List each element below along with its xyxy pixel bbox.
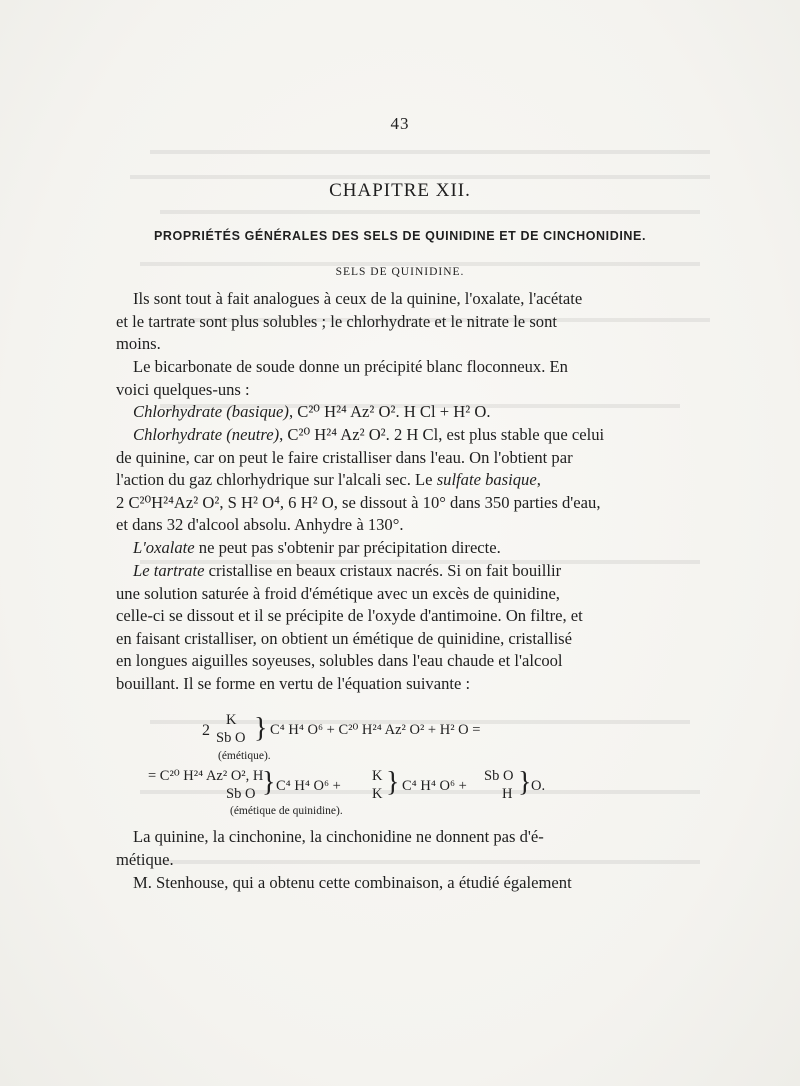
text-line: et le tartrate sont plus solubles ; le chlorhydrate et le nitrate le sont xyxy=(116,311,557,331)
text-line: La quinine, la cinchonine, la cinchonidine ne donnent pas d'é- xyxy=(133,827,544,846)
equation-sbo: Sb O xyxy=(226,786,256,802)
emetique-quinidine-note: (émétique de quinidine). xyxy=(230,805,343,817)
text-line: Ils sont tout à fait analogues à ceux de la quinine, l'oxalate, l'acétate xyxy=(133,289,583,308)
oxalate-line xyxy=(116,537,684,560)
paragraph-8 xyxy=(116,872,684,895)
text-line: , xyxy=(536,470,541,489)
text-line: ne peut pas s'obtenir par précipitation directe. xyxy=(194,538,501,557)
text-line: Le bicarbonate de soude donne un précipité blanc floconneux. En xyxy=(133,357,568,376)
equation-k-top: K xyxy=(372,768,383,784)
text-line: de quinine, car on peut le faire cristalliser dans l'eau. On l'obtient par xyxy=(116,447,573,467)
equation-rest: C⁴ H⁴ O⁶ + C²⁰ H²⁴ Az² O² + H² O = xyxy=(270,722,481,738)
section-heading: PROPRIÉTÉS GÉNÉRALES DES SELS DE QUINIDINE ET DE CINCHONIDINE. xyxy=(153,229,647,243)
equation-end: O. xyxy=(531,778,546,794)
tartrate-label: Le tartrate xyxy=(133,561,205,580)
text-line: et dans 32 d'alcool absolu. Anhydre à 130°. xyxy=(116,515,404,534)
text-line: bouillant. Il se forme en vertu de l'équation suivante : xyxy=(116,673,471,693)
equation-k-bottom: K xyxy=(372,786,383,802)
equation-mid-2: C⁴ H⁴ O⁶ + xyxy=(402,778,467,794)
brace-icon: } xyxy=(254,713,268,744)
text-line: métique. xyxy=(116,849,174,869)
chlorhydrate-basique-line xyxy=(116,401,684,424)
oxalate-label: L'oxalate xyxy=(133,538,195,557)
equation-start: = C²⁰ H²⁴ Az² O², H xyxy=(148,768,264,784)
paragraph-2 xyxy=(116,356,684,401)
chlorhydrate-neutre-paragraph xyxy=(116,424,684,537)
text-line: celle-ci se dissout et il se précipite de l'oxyde d'antimoine. On filtre, et xyxy=(116,606,583,625)
equation-k: K xyxy=(226,712,237,728)
text-line: en faisant cristalliser, on obtient un émétique de quinidine, cristallisé xyxy=(116,628,572,648)
equation-sbo-2: Sb O xyxy=(484,768,514,784)
text-line: moins. xyxy=(116,334,161,353)
chlorhydrate-neutre-label: Chlorhydrate (neutre) xyxy=(133,425,280,444)
equation-mid: C⁴ H⁴ O⁶ + xyxy=(276,778,341,794)
equation-coefficient: 2 xyxy=(202,722,210,739)
equation-1 xyxy=(0,712,800,752)
brace-icon: } xyxy=(518,767,532,798)
emetique-note: (émétique). xyxy=(218,750,271,762)
text-line: une solution saturée à froid d'émétique avec un excès de quinidine, xyxy=(116,583,560,603)
equation-sbo: Sb O xyxy=(216,730,246,746)
text-line: en longues aiguilles soyeuses, solubles dans l'eau chaude et l'alcool xyxy=(116,651,563,670)
brace-icon: } xyxy=(262,767,276,798)
paragraph-1 xyxy=(116,288,684,356)
equation-h: H xyxy=(502,786,513,802)
brace-icon: } xyxy=(386,767,400,798)
chapter-title: CHAPITRE XII. xyxy=(329,180,471,201)
tartrate-paragraph xyxy=(116,560,684,695)
chlorhydrate-basique-label: Chlorhydrate (basique) xyxy=(133,402,289,421)
page-number: 43 xyxy=(390,114,410,133)
sub-heading: SELS DE QUINIDINE. xyxy=(335,266,465,278)
text-line: voici quelques-uns : xyxy=(116,379,250,399)
text-line: l'action du gaz chlorhydrique sur l'alcali sec. Le xyxy=(116,470,437,489)
text-line: , C²⁰ H²⁴ Az² O². 2 H Cl, est plus stable que celui xyxy=(279,425,605,444)
sulfate-basique-label: sulfate basique xyxy=(436,470,537,489)
equation-2 xyxy=(0,768,800,808)
chlorhydrate-basique-formula: , C²⁰ H²⁴ Az² O². H Cl + H² O. xyxy=(288,402,491,421)
paragraph-7 xyxy=(116,826,684,871)
text-line: cristallise en beaux cristaux nacrés. Si on fait bouillir xyxy=(204,561,562,580)
text-line: 2 C²⁰H²⁴Az² O², S H² O⁴, 6 H² O, se dissout à 10° dans 350 parties d'eau, xyxy=(116,492,601,512)
text-line: M. Stenhouse, qui a obtenu cette combinaison, a étudié également xyxy=(133,873,572,892)
